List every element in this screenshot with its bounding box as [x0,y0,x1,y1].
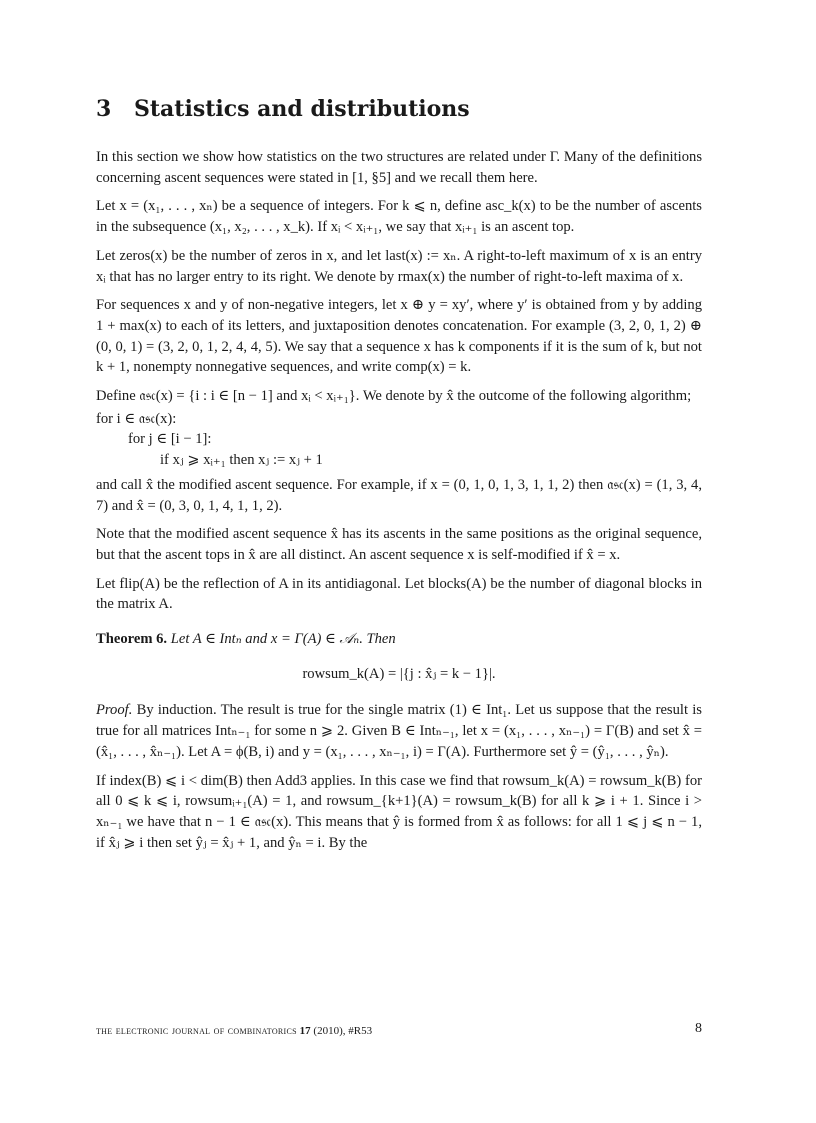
paragraph: Let zeros(x) be the number of zeros in x, and let last(x) := xₙ. A right-to-left maximum of x is an entry xᵢ that has no larger entry to its right. We denote by rmax(x) the number of right-to-left maxima of x. [96,247,702,285]
paragraph: In this section we show how statistics on the two structures are related under Γ. Many of the definitions concerning ascent sequences were stated in [1, §5] and we recall them here. [96,149,702,186]
page-number: 8 [695,1021,702,1036]
algorithm-line: for i ∈ 𝔞𝔰𝔠(x): [96,410,177,427]
page-body [96,147,702,861]
algorithm-block [96,409,702,471]
proof [96,700,702,762]
paragraph: and call x̂ the modified ascent sequence. For example, if x = (0, 1, 0, 1, 3, 1, 1, 2) then 𝔞𝔰𝔠(x) = (1, 3, 4, 7) and x̂ = (0, 3, 0, 1, 4, 1, 1, 2). [96,476,702,514]
paragraph: For sequences x and y of non-negative integers, let x ⊕ y = xy′, where y′ is obtained from y by adding 1 + max(x) to each of its letters, and juxtaposition denotes concatenation. For example (3, 2, 0, 1, 2) ⊕ (0, 0, 1) = (3, 2, 0, 1, 2, 4, 4, 5). We say that a sequence x has k components if it is the sum of k, but not k + 1, nonempty nonnegative sequences, and write comp(x) = k. [96,297,702,376]
journal-year: (2010), #R53 [313,1025,373,1037]
section-heading [96,96,470,122]
theorem [96,629,702,650]
paragraph: If index(B) ⩽ i < dim(B) then Add3 applies. In this case we find that rowsum_k(A) = rowsum_k(B) for all 0 ⩽ k ⩽ i, rowsumᵢ₊₁(A) = 1, and rowsum_{k+1}(A) = rowsum_k(B) for all k ⩾ i + 1. Since i > xₙ₋₁ we have that n − 1 ∈ 𝔞𝔰𝔠(x). This means that ŷ is formed from x̂ as follows: for all 1 ⩽ j ⩽ n − 1, if x̂ⱼ ⩾ i then set ŷⱼ = x̂ⱼ + 1, and ŷₙ = i. By the [96,772,702,851]
paragraph: Note that the modified ascent sequence x̂ has its ascents in the same positions as the original sequence, but that the ascent tops in x̂ are all distinct. An ascent sequence x is self-modified if x̂ = x. [96,526,702,563]
proof-text: By induction. The result is true for the single matrix (1) ∈ Int₁. Let us suppose that the result is true for all matrices Intₙ₋₁ for some n ⩾ 2. Given B ∈ Intₙ₋₁, let x = (x₁, . . . , xₙ₋₁) = Γ(B) and set x̂ = (x̂₁, . . . , x̂ₙ₋₁). Let A = ϕ(B, i) and y = (x₁, . . . , xₙ₋₁, i) = Γ(A). Furthermore set ŷ = (ŷ₁, . . . , ŷₙ). [96,702,702,760]
paragraph: Let flip(A) be the reflection of A in its antidiagonal. Let blocks(A) be the number of diagonal blocks in the matrix A. [96,575,702,613]
section-number: 3 [96,96,112,122]
theorem-statement: Let A ∈ Intₙ and x = Γ(A) ∈ 𝒜ₙ. Then [170,631,396,648]
proof-label: Proof. [96,702,133,719]
theorem-label: Theorem 6. [96,631,168,648]
algorithm-line: if xⱼ ⩾ xᵢ₊₁ then xⱼ := xⱼ + 1 [160,452,323,469]
paragraph: Let x = (x₁, . . . , xₙ) be a sequence of integers. For k ⩽ n, define asc_k(x) to be the number of ascents in the subsequence (x₁, x₂, . . . , x_k). If xᵢ < xᵢ₊₁, we say that xᵢ₊₁ is an ascent top. [96,198,702,236]
journal-name: the electronic journal of combinatorics [96,1023,297,1037]
display-equation: rowsum_k(A) = |{j : x̂ⱼ = k − 1}|. [302,665,496,682]
algorithm-line: for j ∈ [i − 1]: [128,431,212,448]
page-footer [96,1023,702,1038]
journal-volume: 17 [299,1025,311,1037]
section-title: Statistics and distributions [134,96,470,122]
paragraph: Define 𝔞𝔰𝔠(x) = {i : i ∈ [n − 1] and xᵢ < xᵢ₊₁}. We denote by x̂ the outcome of the following algorithm; [96,388,692,405]
